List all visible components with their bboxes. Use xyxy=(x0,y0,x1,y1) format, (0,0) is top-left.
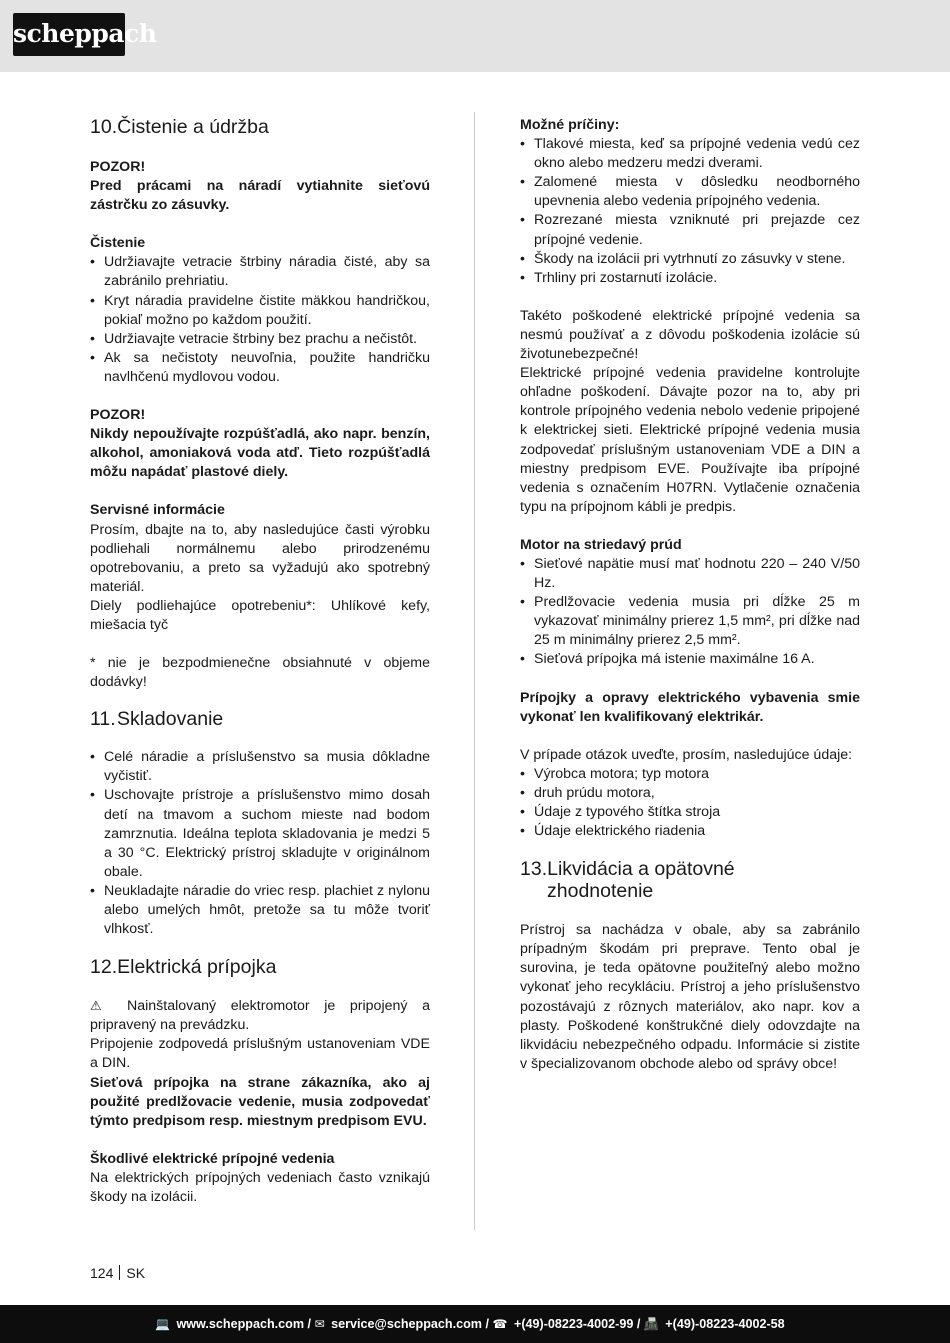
storage-list xyxy=(90,748,430,939)
mail-icon: ✉ xyxy=(314,1317,325,1331)
list-item: • druh prúdu motora, xyxy=(520,784,860,803)
email-link[interactable]: service@scheppach.com / xyxy=(331,1317,490,1331)
fax-icon: 📠 xyxy=(643,1317,659,1331)
electric-customer-note: Sieťová prípojka na strane zákazníka, ako aj použité predlžovacie vedenie, musia zodpovedať týmto predpisom resp. miestnym predpisom EVU. xyxy=(90,1074,430,1129)
list-item: • Predlžovacie vedenia musia pri dĺžke 25 m vykazovať minimálny prierez 1,5 mm², pri dĺžke nad 25 m minimálny prierez 2,5 mm². xyxy=(520,593,860,650)
list-item: • Ak sa nečistoty neuvoľnia, použite handričku navlhčenú mydlovou vodou. xyxy=(90,349,430,387)
warning-heading: POZOR! xyxy=(90,407,146,424)
service-text: Prosím, dbajte na to, aby nasledujúce časti výrobku podliehali normálnemu alebo prirodzenému opotrebovaniu, a preto sa vyžadujú ako spotrebný materiál. xyxy=(90,521,430,595)
warning-heading: POZOR! xyxy=(90,159,146,175)
disposal-text: Prístroj sa nachádza v obale, aby sa zabránilo prípadným škodám pri preprave. Tento obal je surovina, je teda opätovne použiteľný alebo možno vykonať jeho recykláciu. Prístroj a jeho príslušenstvo pozostávajú z rôznych materiálov, ako napr. kov a plasty. Poškodené konštrukčné diely odovzdajte na likvidáciu nebezpečného odpadu. Informácie si zistite v špecializovanom obchode alebo od správy obce! xyxy=(520,922,860,1072)
warning-icon: ⚠ xyxy=(90,998,113,1014)
scheppach-logo: scheppach xyxy=(13,13,125,56)
wear-parts-text: Diely podliehajúce opotrebeniu*: Uhlíkové kefy, miešacia tyč xyxy=(90,597,430,633)
column-divider xyxy=(474,112,475,1230)
list-item: • Udržiavajte vetracie štrbiny náradia čisté, aby sa zabránilo prehriatiu. xyxy=(90,253,430,291)
list-item: • Údaje z typového štítka stroja xyxy=(520,803,860,822)
damaged-cables-text: Na elektrických prípojných vedeniach často vznikajú škody na izolácii. xyxy=(90,1169,430,1206)
danger-text: Takéto poškodené elektrické prípojné vedenia sa nesmú používať a z dôvodu poškodenia izolácie sú životunebezpečné! xyxy=(520,307,860,363)
section-12-title: 12.Elektrická prípojka xyxy=(90,956,277,979)
electrician-note: Prípojky a opravy elektrického vybavenia smie vykonať len kvalifikovaný elektrikár. xyxy=(520,689,860,725)
questions-intro: V prípade otázok uveďte, prosím, nasledujúce údaje: xyxy=(520,746,853,763)
list-item: • Rozrezané miesta vzniknuté pri prejazde cez prípojné vedenie. xyxy=(520,211,860,249)
computer-icon: 💻 xyxy=(155,1317,170,1331)
section-13-title: 13.Likvidácia a opätovné zhodnotenie xyxy=(520,858,735,903)
causes-list xyxy=(520,135,860,288)
list-item: • Škody na izolácii pri vytrhnutí zo zásuvky v stene. xyxy=(520,250,860,269)
section-11-title: 11.Skladovanie xyxy=(90,708,224,731)
list-item: • Sieťová prípojka má istenie maximálne 16 A. xyxy=(520,650,860,669)
page-number: 124 SK xyxy=(90,1265,146,1281)
check-text: Elektrické prípojné vedenia pravidelne kontrolujte ohľadne poškodení. Dávajte pozor na to, aby pri kontrole prípojného vedenia nebolo vedenie pripojené k elektrickej sieti. Elektrické prípojné vedenia musia zodpovedať príslušným ustanoveniam VDE a DIN a miestny predpisom EVE. Používajte iba prípojné vedenia s označením H07RN. Vytlačenie označenia typu na prípojnom kábli je predpis. xyxy=(520,365,860,515)
warning-text: Nikdy nepoužívajte rozpúšťadlá, ako napr. benzín, alkohol, amoniaková voda atď. Tieto rozpúšťadlá môžu napádať plastové diely. xyxy=(90,426,430,481)
warning-text: Pred prácami na náradí vytiahnite sieťovú zástrčku zo zásuvky. xyxy=(90,178,430,214)
contact-bar xyxy=(0,1305,950,1343)
list-item: • Údaje elektrického riadenia xyxy=(520,822,860,841)
damaged-cables-heading: Škodlivé elektrické prípojné vedenia xyxy=(90,1150,335,1167)
list-item: • Zalomené miesta v dôsledku neodborného upevnenia alebo vedenia prípojného vedenia. xyxy=(520,173,860,211)
electric-standards: Pripojenie zodpovedá príslušným ustanoveniam VDE a DIN. xyxy=(90,1036,430,1072)
list-item: • Kryt náradia pravidelne čistite mäkkou handričkou, pokiaľ možno po každom použití. xyxy=(90,292,430,330)
header-bar xyxy=(0,0,950,72)
footnote: * nie je bezpodmienečne obsiahnuté v objeme dodávky! xyxy=(90,655,430,691)
list-item: • Udržiavajte vetracie štrbiny bez prachu a nečistôt. xyxy=(90,330,430,349)
cleaning-heading: Čistenie xyxy=(90,235,146,252)
motor-list xyxy=(520,555,860,670)
causes-heading: Možné príčiny: xyxy=(520,117,620,133)
motor-heading: Motor na striedavý prúd xyxy=(520,536,682,553)
electric-intro: ⚠ Nainštalovaný elektromotor je pripojený a pripravený na prevádzku. xyxy=(90,998,430,1034)
list-item: • Sieťové napätie musí mať hodnotu 220 – 240 V/50 Hz. xyxy=(520,555,860,593)
list-item: • Tlakové miesta, keď sa prípojné vedenia vedú cez okno alebo medzeru medzi dverami. xyxy=(520,135,860,173)
list-item: • Trhliny pri zostarnutí izolácie. xyxy=(520,269,860,288)
list-item: • Výrobca motora; typ motora xyxy=(520,765,860,784)
cleaning-list xyxy=(90,253,430,387)
section-10-title: 10.Čistenie a údržba xyxy=(90,116,269,138)
left-column xyxy=(90,116,430,1207)
questions-list xyxy=(520,765,860,841)
list-item: • Neukladajte náradie do vriec resp. plachiet z nylonu alebo umelých hmôt, pretože sa tu môže tvoriť vlhkosť. xyxy=(90,882,430,939)
website-link[interactable]: www.scheppach.com / xyxy=(176,1317,312,1331)
service-heading: Servisné informácie xyxy=(90,502,225,519)
phone-number: +(49)-08223-4002-99 / xyxy=(513,1317,641,1331)
phone-icon: ☎ xyxy=(492,1317,508,1331)
list-item: • Uschovajte prístroje a príslušenstvo mimo dosah detí na tmavom a suchom mieste nad bodom zamrznutia. Ideálna teplota skladovania je medzi 5 a 30 °C. Elektrický prístroj skladujte v originálnom obale. xyxy=(90,786,430,881)
fax-number: +(49)-08223-4002-58 xyxy=(665,1317,785,1331)
list-item: • Celé náradie a príslušenstvo sa musia dôkladne vyčistiť. xyxy=(90,748,430,786)
right-column xyxy=(520,116,860,1074)
